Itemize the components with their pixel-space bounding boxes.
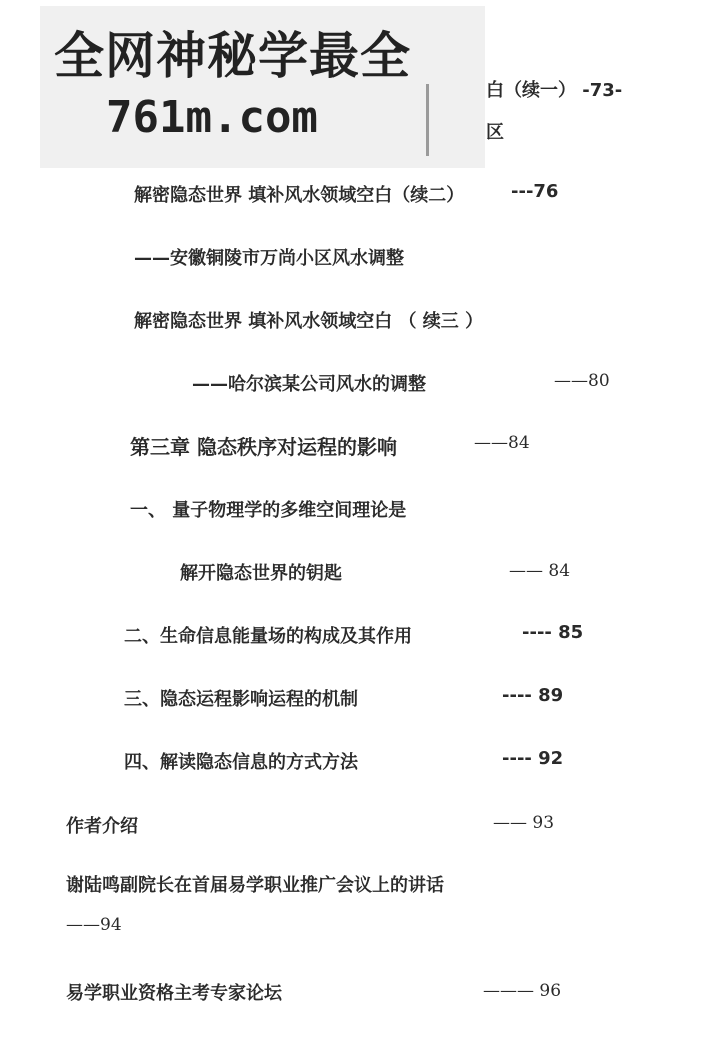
toc-entry-title: 解开隐态世界的钥匙 — [180, 563, 342, 584]
watermark-url: 761m.com — [106, 92, 318, 143]
toc-chapter-title: 第三章 隐态秩序对运程的影响 — [130, 435, 397, 459]
toc-entry-title: 作者介绍 — [66, 816, 138, 837]
toc-entry-page: ——94 — [66, 915, 122, 935]
watermark-banner — [40, 6, 485, 168]
toc-entry-title: 谢陆鸣副院长在首届易学职业推广会议上的讲话 — [66, 875, 444, 896]
toc-entry-page: ---76 — [511, 181, 559, 202]
toc-partial-line-1: 白（续一） -73- — [486, 80, 623, 101]
toc-entry-title: 三、隐态运程影响运程的机制 — [124, 689, 358, 710]
toc-entry-title: 解密隐态世界 填补风水领域空白（续二） — [134, 185, 465, 206]
toc-entry-title: 四、解读隐态信息的方式方法 — [124, 752, 358, 773]
toc-entry-page: ——80 — [554, 371, 610, 391]
toc-entry-title: 解密隐态世界 填补风水领域空白 （ 续三 ） — [134, 311, 484, 332]
toc-partial-line-2: 区 — [486, 122, 504, 143]
toc-entry-page: ---- 89 — [502, 685, 564, 706]
toc-entry-title: 二、生命信息能量场的构成及其作用 — [124, 626, 412, 647]
toc-entry-page: —— 84 — [509, 561, 571, 581]
toc-entry-page: ——84 — [474, 433, 530, 453]
toc-entry-page: ——— 96 — [483, 981, 562, 1001]
toc-entry-title: ——哈尔滨某公司风水的调整 — [192, 374, 426, 395]
toc-entry-title: 一、 量子物理学的多维空间理论是 — [130, 500, 407, 521]
toc-entry-page: ---- 92 — [502, 748, 564, 769]
toc-entry-page: —— 93 — [493, 813, 555, 833]
toc-entry-title: ——安徽铜陵市万尚小区风水调整 — [134, 248, 404, 269]
toc-entry-page: ---- 85 — [522, 622, 584, 643]
watermark-divider — [426, 84, 429, 156]
toc-entry-title: 易学职业资格主考专家论坛 — [66, 983, 282, 1004]
watermark-title: 全网神秘学最全 — [54, 27, 411, 85]
